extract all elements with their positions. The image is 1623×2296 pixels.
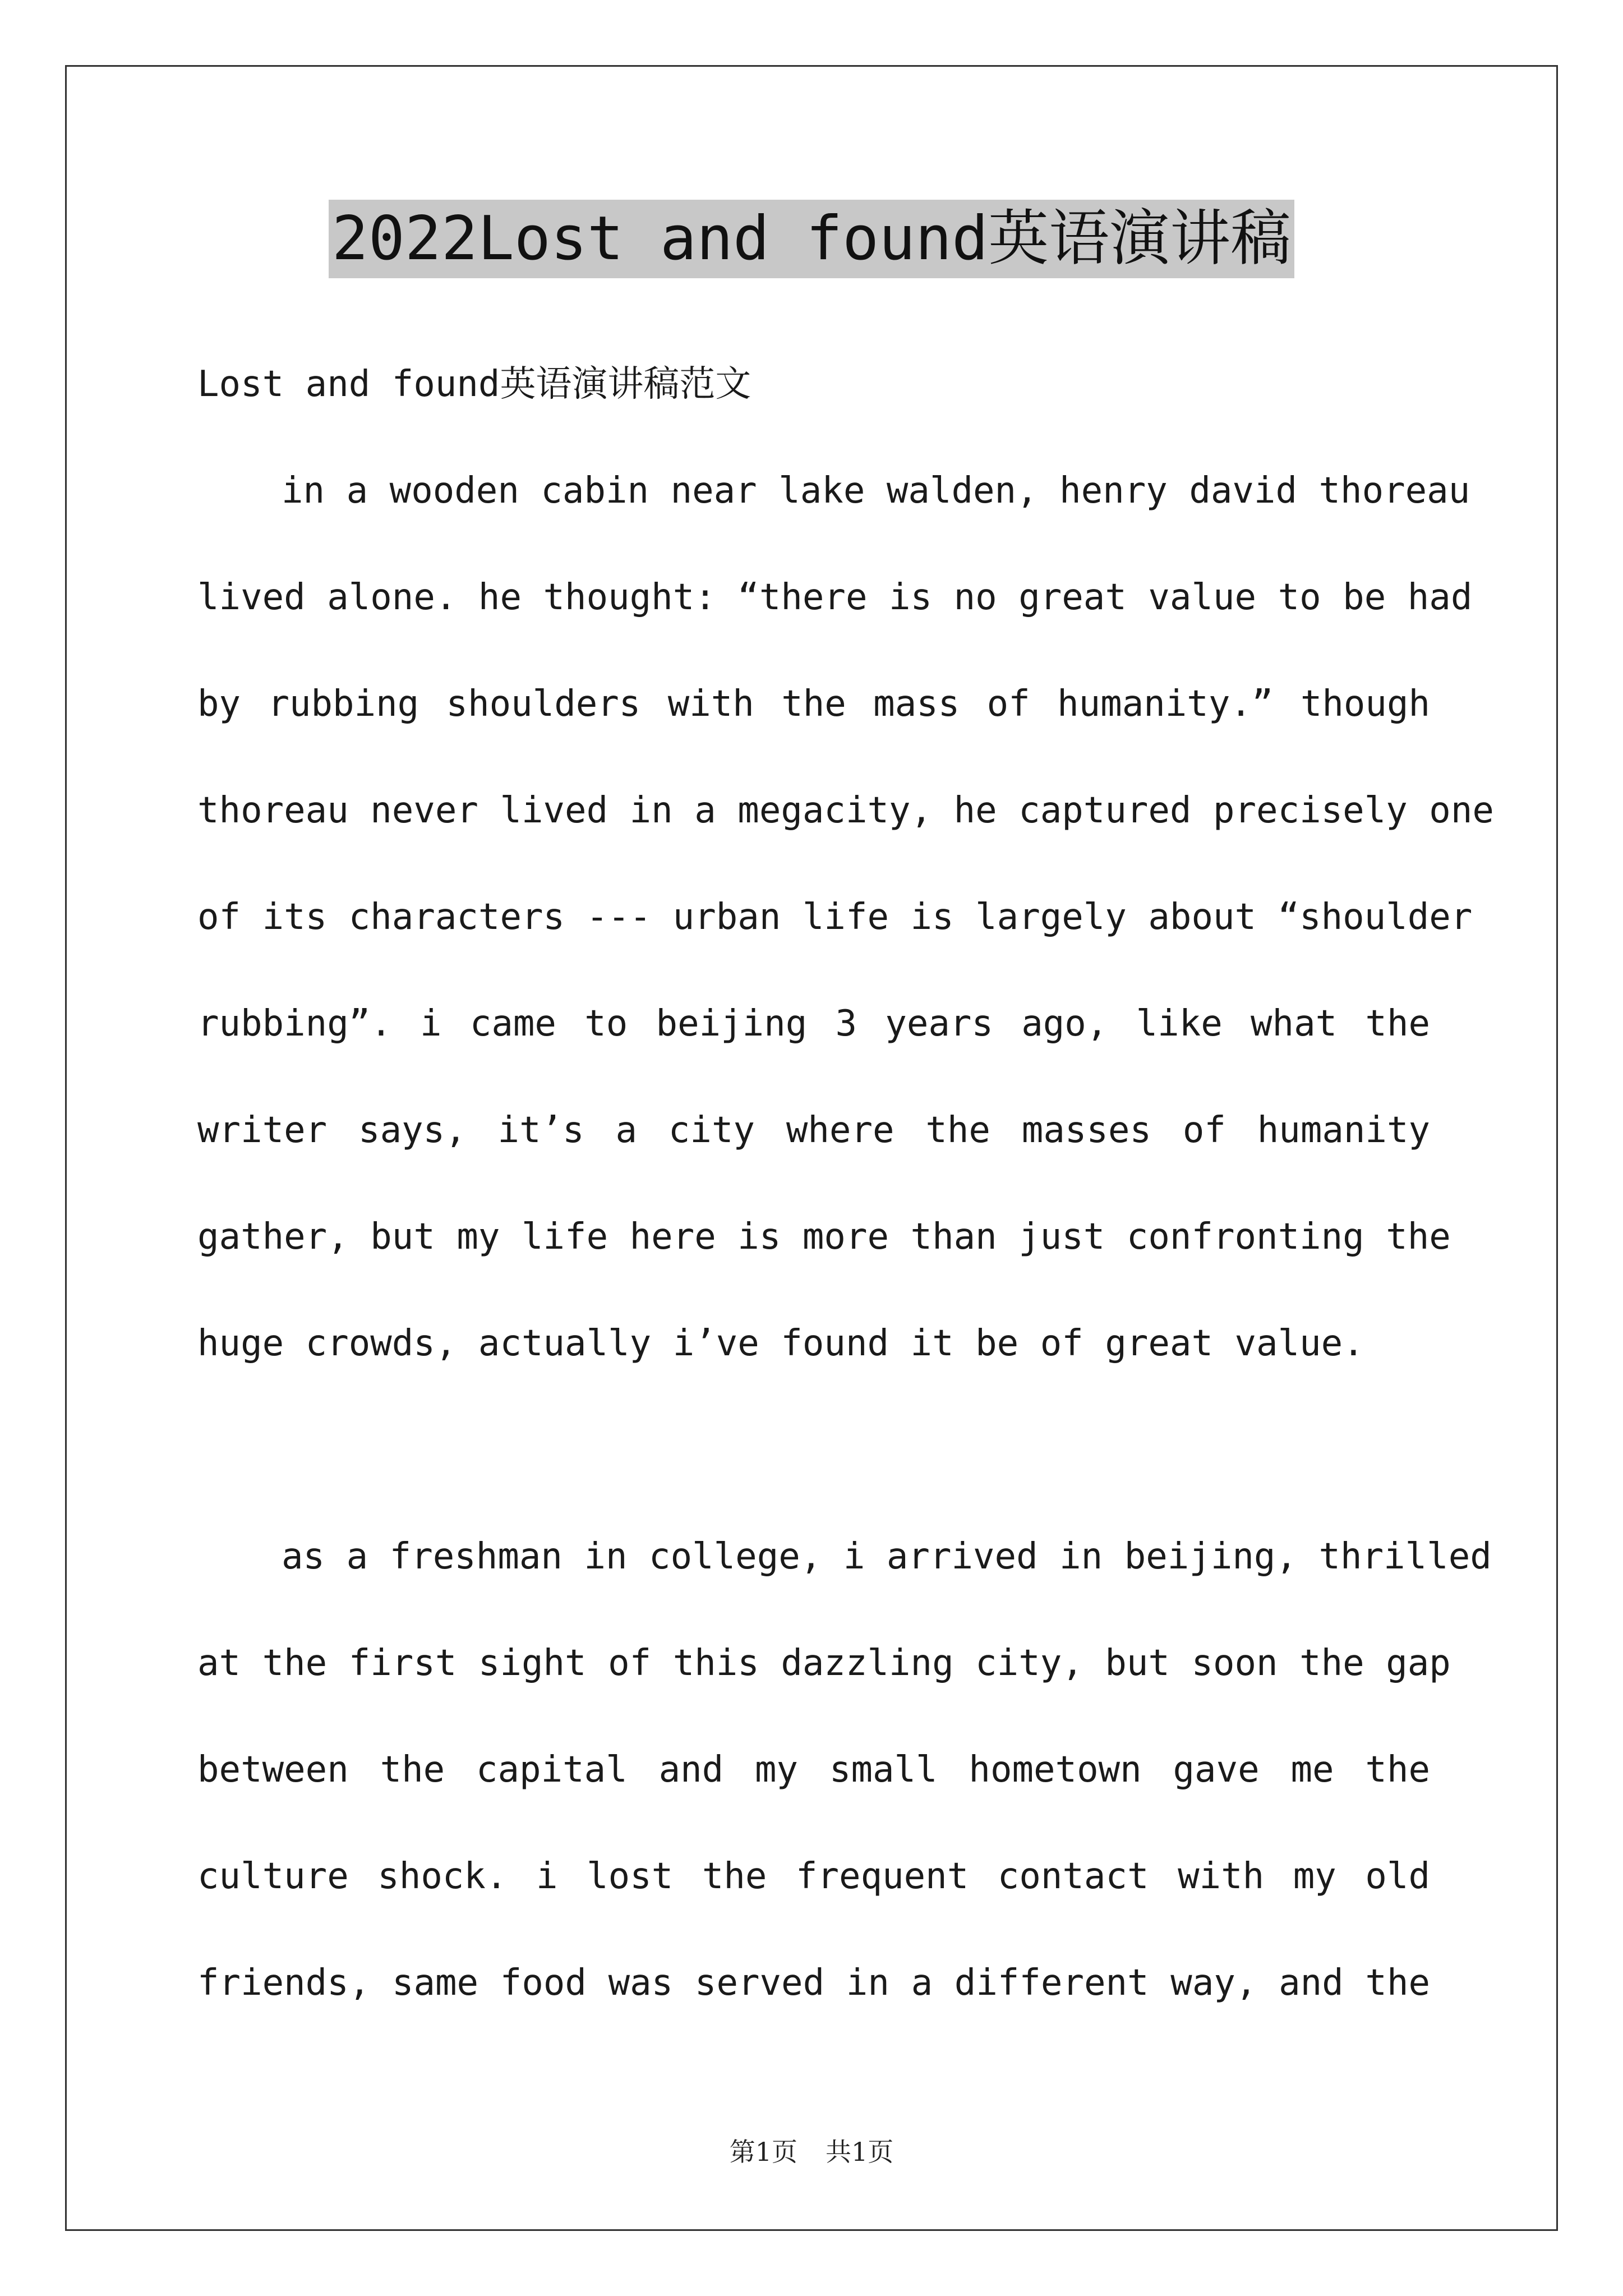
document-subtitle: Lost and found英语演讲稿范文 [197,364,751,405]
paragraph-line: thoreau never lived in a megacity, he captured precisely one [197,790,1494,831]
paragraph-line: writer says, it’s a city where the masses of humanity [197,1110,1430,1151]
paragraph-line: culture shock. i lost the frequent contact with my old [197,1856,1430,1897]
page-total-label: 共1页 [826,2137,894,2167]
paragraph-line: friends, same food was served in a different way, and the [197,1962,1430,2004]
document-body [197,331,1494,2036]
paragraph-line: rubbing”. i came to beijing 3 years ago, like what the [197,1003,1430,1045]
paragraph-2 [197,1503,1492,2036]
paragraph-line: lived alone. he thought: “there is no great value to be had [197,577,1473,618]
paragraph-line: as a freshman in college, i arrived in beijing, thrilled [282,1536,1492,1577]
page-number-label: 第1页 [729,2137,797,2167]
paragraph-line: at the first sight of this dazzling city, but soon the gap [197,1642,1451,1684]
title-container [0,200,1623,278]
document-title: 2022Lost and found英语演讲稿 [329,200,1294,278]
paragraph-line: of its characters --- urban life is largely about “shoulder [197,896,1473,938]
paragraph-1 [197,438,1494,1397]
paragraph-gap [197,1397,1430,1503]
paragraph-line: huge crowds, actually i’ve found it be of great value. [197,1323,1364,1364]
paragraph-line: between the capital and my small hometown gave me the [197,1749,1430,1791]
page-footer [0,2132,1623,2169]
paragraph-line: by rubbing shoulders with the mass of humanity.” though [197,683,1430,725]
paragraph-line: in a wooden cabin near lake walden, henry david thoreau [282,470,1470,512]
paragraph-line: gather, but my life here is more than just confronting the [197,1216,1451,1258]
